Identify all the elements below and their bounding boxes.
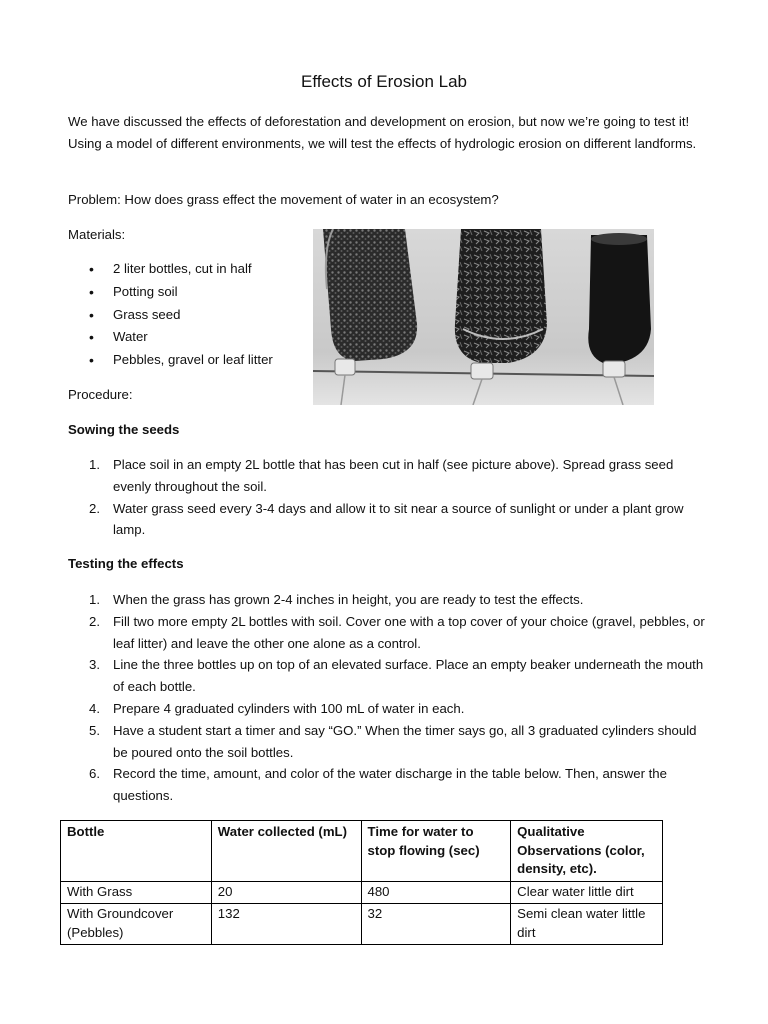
table-cell: 20 — [211, 881, 361, 904]
step-number: 1. — [89, 457, 100, 472]
list-item — [68, 720, 708, 764]
testing-heading: Testing the effects — [68, 556, 184, 571]
step-text: Fill two more empty 2L bottles with soil. Cover one with a top cover of your choice (gravel, pebbles, or leaf litter) and leave the other one alone as a control. — [113, 613, 705, 651]
list-item — [68, 611, 708, 655]
materials-list — [68, 258, 308, 372]
step-text: Record the time, amount, and color of the water discharge in the table below. Then, answer the questions. — [113, 766, 667, 804]
step-text: Have a student start a timer and say “GO.” When the timer says go, all 3 graduated cylinders should be poured onto the soil bottles. — [113, 722, 697, 760]
list-item — [68, 454, 708, 498]
table-cell: 480 — [361, 881, 511, 904]
table-cell: With Grass — [61, 881, 212, 904]
step-number: 1. — [89, 592, 100, 607]
list-item — [68, 589, 708, 611]
step-number: 6. — [89, 766, 100, 782]
table-header-row — [61, 821, 663, 882]
step-number: 3. — [89, 657, 100, 673]
bottles-photo — [313, 229, 654, 405]
table-cell: With Groundcover (Pebbles) — [61, 904, 212, 945]
step-text: Water grass seed every 3-4 days and allow it to sit near a source of sunlight or under a plant grow lamp. — [113, 500, 684, 538]
sowing-steps — [68, 454, 708, 541]
materials-item: • Potting soil — [68, 281, 308, 304]
testing-steps — [68, 589, 708, 807]
results-table — [60, 820, 663, 945]
table-cell: Clear water little dirt — [511, 881, 663, 904]
intro-paragraph: We have discussed the effects of deforestation and development on erosion, but now we’re going to test it! Using a model of different environments, we will test the effects of hydrologic erosion on different landforms. — [68, 114, 697, 151]
list-item — [68, 763, 708, 807]
column-header: Bottle — [61, 821, 212, 882]
table-cell: 132 — [211, 904, 361, 945]
step-text: Place soil in an empty 2L bottle that has been cut in half (see picture above). Spread grass seed evenly throughout the soil. — [113, 457, 674, 494]
list-item — [68, 498, 708, 542]
table-cell: 32 — [361, 904, 511, 945]
step-text: Line the three bottles up on top of an elevated surface. Place an empty beaker underneath the mouth of each bottle. — [113, 657, 704, 695]
column-header: Water collected (mL) — [211, 821, 361, 882]
step-number: 4. — [89, 700, 100, 716]
materials-item: • Water — [68, 326, 308, 349]
materials-item: • 2 liter bottles, cut in half — [68, 258, 308, 281]
materials-heading: Materials: — [68, 227, 126, 242]
step-number: 5. — [89, 722, 100, 738]
step-text: Prepare 4 graduated cylinders with 100 mL of water in each. — [113, 700, 465, 716]
page-title: Effects of Erosion Lab — [300, 72, 467, 91]
table-cell: Semi clean water little dirt — [511, 904, 663, 945]
step-number: 2. — [89, 500, 100, 516]
table-row — [61, 904, 663, 945]
table-row — [61, 881, 663, 904]
procedure-heading: Procedure: — [68, 387, 133, 402]
step-number: 2. — [89, 613, 100, 629]
materials-item: • Pebbles, gravel or leaf litter — [68, 349, 308, 372]
materials-item: • Grass seed — [68, 304, 308, 327]
step-text: When the grass has grown 2-4 inches in height, you are ready to test the effects. — [113, 592, 584, 607]
list-item — [68, 654, 708, 698]
sowing-heading: Sowing the seeds — [68, 422, 180, 437]
problem-statement: Problem: How does grass effect the movement of water in an ecosystem? — [68, 192, 499, 207]
list-item — [68, 698, 708, 720]
column-header: Qualitative Observations (color, density, etc). — [511, 821, 663, 882]
column-header: Time for water to stop flowing (sec) — [361, 821, 511, 882]
